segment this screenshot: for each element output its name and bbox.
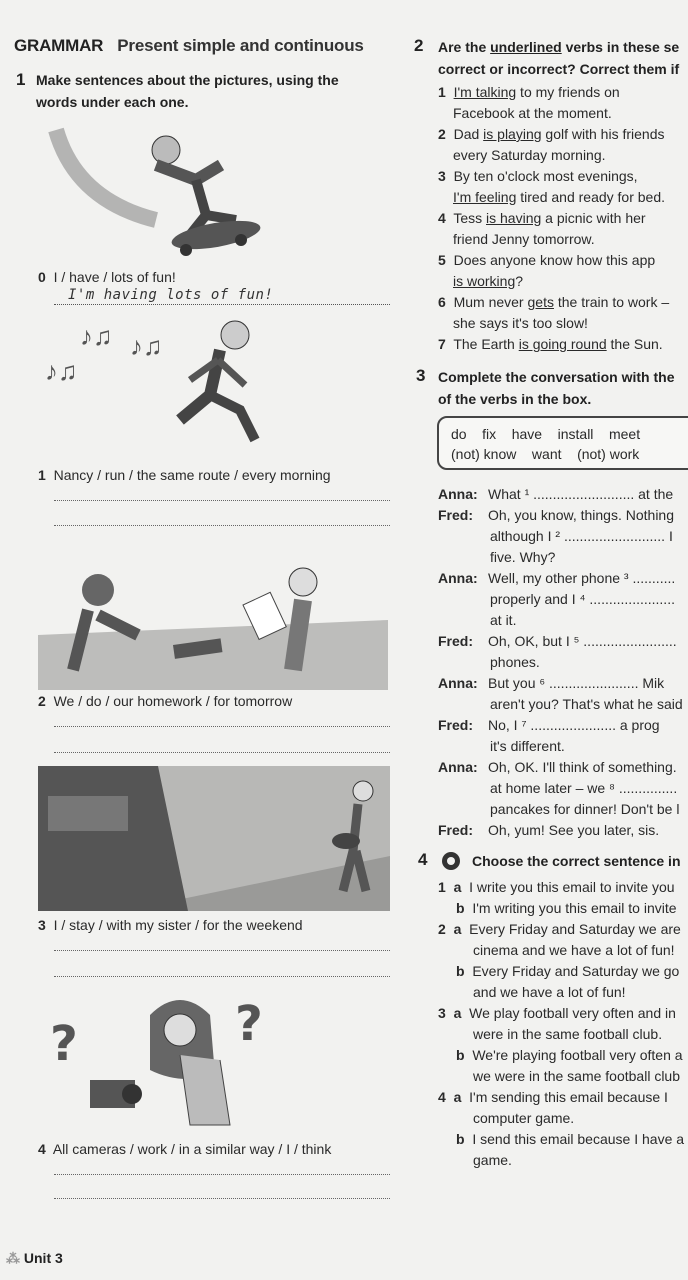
runner-illustration — [40, 310, 280, 460]
list-item: 3 By ten o'clock most evenings, — [438, 168, 638, 184]
list-item: 2 Dad is playing golf with his friends — [438, 126, 665, 142]
word-have: have — [511, 426, 543, 442]
svg-text:?: ? — [235, 996, 263, 1052]
list-item: 1 I'm talking to my friends on — [438, 84, 620, 100]
ex1-example-answer: I'm having lots of fun! — [68, 287, 274, 303]
ex1-item3-num: 3 — [38, 917, 46, 933]
ex1-item1-prompt: Nancy / run / the same route / every morning — [53, 467, 331, 483]
ex1-item0-num: 0 — [38, 269, 46, 285]
ex1-item2-prompt: We / do / our homework / for tomorrow — [53, 693, 293, 709]
page-title — [14, 36, 364, 56]
word-box — [437, 416, 688, 470]
camera-illustration — [40, 985, 300, 1135]
list-item[interactable]: b We're playing football very often a — [456, 1047, 683, 1063]
dialogue-cont: although I ² .......................... I — [490, 528, 673, 544]
list-item-cont: game. — [473, 1152, 512, 1168]
ex1-answer-line-3a[interactable] — [54, 949, 390, 951]
dialogue-cont: at it. — [490, 612, 517, 628]
homework-illustration — [38, 560, 388, 690]
dialogue-cont: phones. — [490, 654, 540, 670]
dialogue-line: Anna: Well, my other phone ³ ........... — [438, 570, 676, 586]
ex2-number: 2 — [414, 36, 424, 55]
list-item[interactable]: 1 a I write you this email to invite you — [438, 879, 675, 895]
svg-text:♪♫: ♪♫ — [45, 356, 78, 386]
word-fix: fix — [482, 426, 497, 442]
train-station-illustration — [38, 766, 390, 911]
unit-label: Unit 3 — [23, 1250, 63, 1266]
ex1-answer-field-0[interactable] — [54, 286, 390, 305]
audio-icon[interactable] — [442, 852, 460, 870]
word-do: do — [451, 426, 467, 442]
ex1-answer-line-1b[interactable] — [54, 524, 390, 526]
list-item[interactable]: b I'm writing you this email to invite — [456, 900, 677, 916]
ex1-item3-prompt: I / stay / with my sister / for the weekend — [53, 917, 303, 933]
ex1-answer-line-1a[interactable] — [54, 499, 390, 501]
ex1-item4-num: 4 — [38, 1141, 46, 1157]
dialogue-line: Fred: Oh, you know, things. Nothing — [438, 507, 674, 523]
ex1-item1-num: 1 — [38, 467, 46, 483]
ex2-instruction: Are the underlined verbs in these se correct or incorrect? Correct them if — [438, 39, 680, 77]
svg-text:?: ? — [50, 1016, 78, 1072]
ex1-answer-line-3b[interactable] — [54, 975, 390, 977]
dialogue-cont: five. Why? — [490, 549, 556, 565]
list-item[interactable]: 4 a I'm sending this email because I — [438, 1089, 668, 1105]
word-install: install — [557, 426, 594, 442]
list-item: 6 Mum never gets the train to work – — [438, 294, 670, 310]
ex4-list — [438, 877, 688, 1171]
word-not-work: (not) work — [577, 446, 640, 462]
dialogue-cont: pancakes for dinner! Don't be l — [490, 801, 680, 817]
skateboarder-illustration — [46, 120, 296, 270]
ex1-answer-line-4b[interactable] — [54, 1197, 390, 1199]
list-item-cont: I'm feeling tired and ready for bed. — [453, 189, 666, 205]
dialogue-line: Anna: But you ⁶ ....................... Mik — [438, 675, 665, 691]
list-item[interactable]: b I send this email because I have a — [456, 1131, 685, 1147]
list-item-cont: every Saturday morning. — [453, 147, 606, 163]
word-meet: meet — [608, 426, 641, 442]
dialogue-cont: at home later – we ⁸ ............... — [490, 780, 678, 796]
ex1-answer-line-2a[interactable] — [54, 725, 390, 727]
ex3-number: 3 — [416, 366, 426, 385]
ex1-instruction: Make sentences about the pictures, using the words under each one. — [36, 72, 339, 110]
list-item-cont: friend Jenny tomorrow. — [453, 231, 595, 247]
list-item-cont: she says it's too slow! — [453, 315, 588, 331]
ex4-instruction: Choose the correct sentence in — [472, 853, 681, 869]
list-item-cont: cinema and we have a lot of fun! — [473, 942, 675, 958]
unit-corner-icon: ⁂ — [6, 1250, 20, 1266]
dialogue-line: Fred: Oh, OK, but I ⁵ ........................ — [438, 633, 677, 649]
ex1-item2-num: 2 — [38, 693, 46, 709]
list-item[interactable]: 2 a Every Friday and Saturday we are — [438, 921, 681, 937]
dialogue — [438, 484, 688, 841]
ex1-item0-prompt: I / have / lots of fun! — [53, 269, 176, 285]
ex1-number: 1 — [16, 70, 26, 89]
dialogue-cont: properly and I ⁴ ...................... — [490, 591, 675, 607]
word-want: want — [531, 446, 562, 462]
svg-text:♪♫: ♪♫ — [80, 321, 113, 351]
list-item-cont: Facebook at the moment. — [453, 105, 612, 121]
dialogue-line: Anna: What ¹ .......................... at the — [438, 486, 674, 502]
svg-text:♪♫: ♪♫ — [130, 331, 163, 361]
list-item-cont: we were in the same football club — [473, 1068, 680, 1084]
dialogue-line: Anna: Oh, OK. I'll think of something. — [438, 759, 677, 775]
list-item-cont: and we have a lot of fun! — [473, 984, 626, 1000]
unit-footer — [6, 1250, 63, 1267]
list-item[interactable]: 3 a We play football very often and in — [438, 1005, 676, 1021]
list-item-cont: were in the same football club. — [473, 1026, 663, 1042]
section-subtitle: Present simple and continuous — [117, 36, 364, 55]
dialogue-line: Fred: Oh, yum! See you later, sis. — [438, 822, 660, 838]
ex2-list — [438, 82, 688, 355]
dialogue-cont: aren't you? That's what he said — [490, 696, 683, 712]
ex1-answer-line-4a[interactable] — [54, 1173, 390, 1175]
list-item: 4 Tess is having a picnic with her — [438, 210, 646, 226]
list-item: 7 The Earth is going round the Sun. — [438, 336, 663, 352]
dialogue-line: Fred: No, I ⁷ ...................... a prog — [438, 717, 660, 733]
dialogue-cont: it's different. — [490, 738, 565, 754]
list-item-cont: is working? — [453, 273, 524, 289]
grammar-label: GRAMMAR — [14, 36, 104, 55]
word-not-know: (not) know — [451, 446, 517, 462]
list-item: 5 Does anyone know how this app — [438, 252, 656, 268]
list-item[interactable]: b Every Friday and Saturday we go — [456, 963, 680, 979]
list-item-cont: computer game. — [473, 1110, 575, 1126]
ex1-answer-line-2b[interactable] — [54, 751, 390, 753]
ex3-instruction: Complete the conversation with the of the verbs in the box. — [438, 369, 675, 407]
ex4-number: 4 — [418, 850, 428, 869]
ex1-item4-prompt: All cameras / work / in a similar way / I / think — [52, 1141, 332, 1157]
